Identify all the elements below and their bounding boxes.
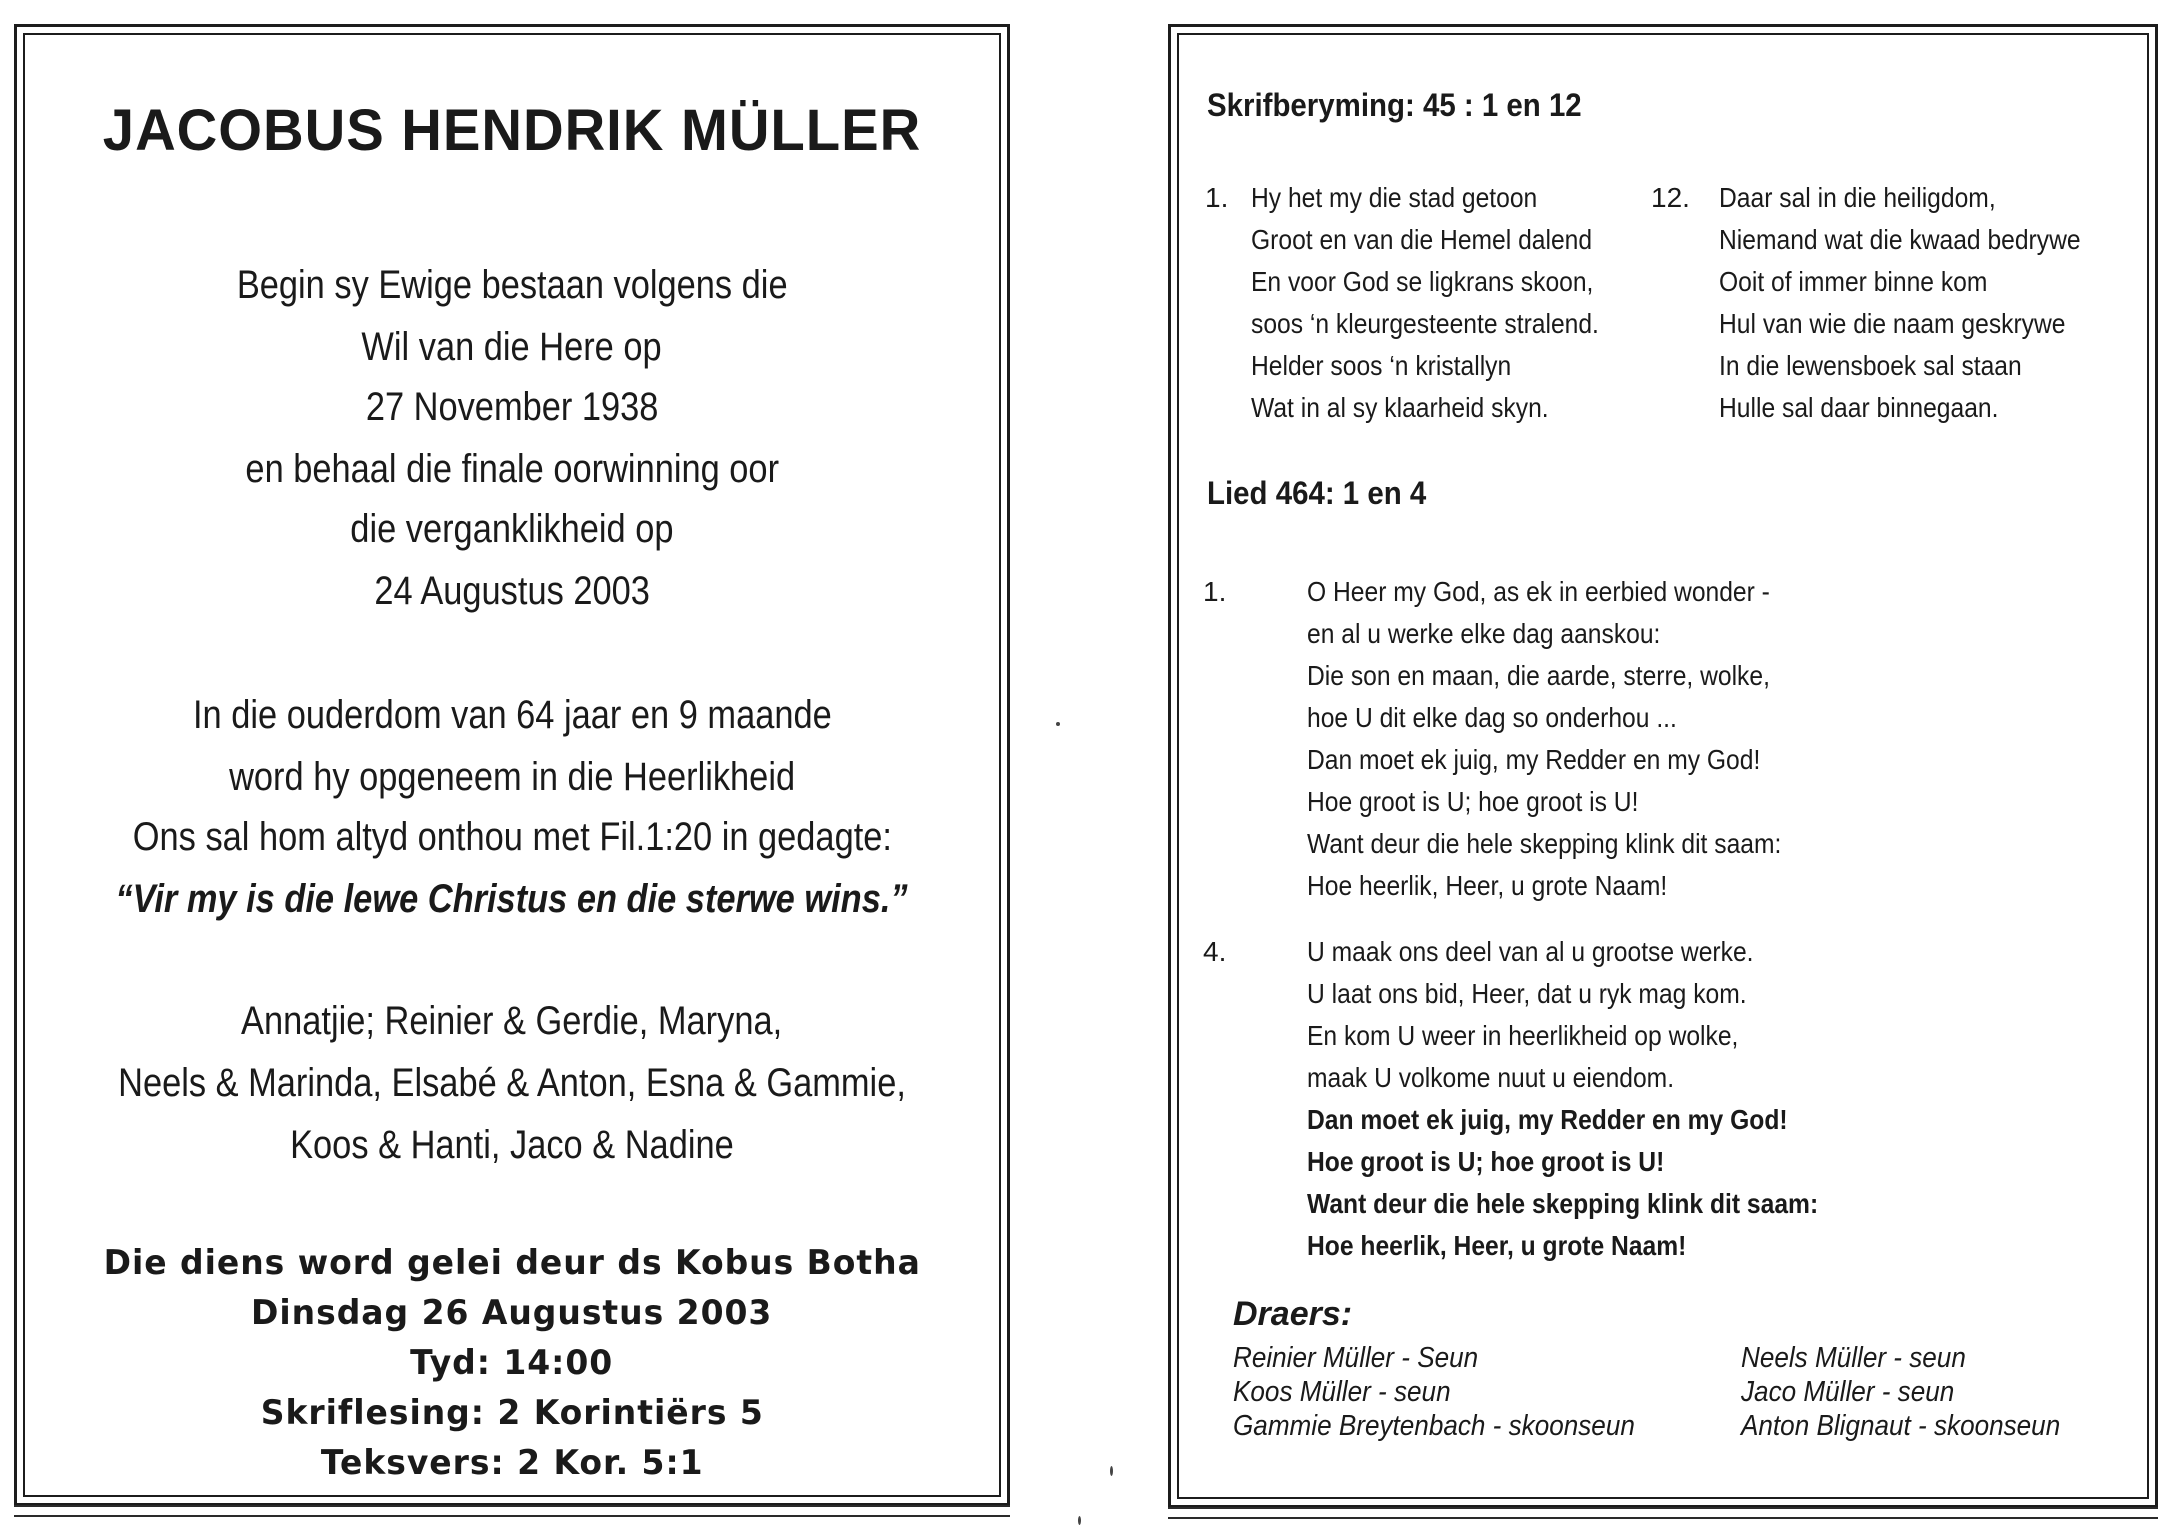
verse-line: In die lewensboek sal staan <box>1719 350 2022 381</box>
verse-line: Hul van wie die naam geskrywe <box>1719 308 2066 339</box>
verse-line: Ooit of immer binne kom <box>1719 266 1988 297</box>
bearer-entry: Neels Müller - seun <box>1741 1342 1966 1374</box>
scripture-quote: “Vir my is die lewe Christus en die sterwe wins.” <box>115 877 909 921</box>
scan-speck <box>1078 1516 1081 1525</box>
intro-line: Begin sy Ewige bestaan volgens die <box>236 263 788 307</box>
verse-line: Wat in al sy klaarheid skyn. <box>1251 392 1549 423</box>
deceased-name: JACOBUS HENDRIK MÜLLER <box>102 98 922 163</box>
family-line: Annatjie; Reinier & Gerdie, Maryna, <box>241 999 783 1043</box>
verse-line: U laat ons bid, Heer, dat u ryk mag kom. <box>1307 978 1747 1009</box>
hymn-chorus <box>1307 1099 1888 1267</box>
verse-number: 1. <box>1205 182 1229 213</box>
verse-line: Want deur die hele skepping klink dit saam: <box>1307 828 1782 859</box>
age-line: In die ouderdom van 64 jaar en 9 maande <box>192 693 832 737</box>
death-date: 24 Augustus 2003 <box>374 569 650 613</box>
intro-line: die verganklikheid op <box>350 507 674 551</box>
age-line: word hy opgeneem in die Heerlikheid <box>228 755 796 799</box>
hymn-heading: Lied 464: 1 en 4 <box>1207 475 1427 511</box>
verse-line: En kom U weer in heerlikheid op wolke, <box>1307 1020 1739 1051</box>
bearer-entry: Anton Blignaut - skoonseun <box>1741 1410 2061 1442</box>
family-line: Neels & Marinda, Elsabé & Anton, Esna & Gammie, <box>118 1061 906 1105</box>
chorus-line: Hoe groot is U; hoe groot is U! <box>1307 1146 1665 1177</box>
service-text-verse: Teksvers: 2 Kor. 5:1 <box>320 1443 704 1483</box>
order-of-service-panel <box>1168 24 2158 1508</box>
bearers-list-right <box>1741 1341 2096 1443</box>
intro-line: en behaal die finale oorwinning oor <box>245 447 779 491</box>
hymn-verse <box>1307 931 1888 1267</box>
funeral-notice-panel <box>14 24 1010 1506</box>
bearers-heading: Draers: <box>1233 1295 1353 1333</box>
chorus-line: Dan moet ek juig, my Redder en my God! <box>1307 1104 1788 1135</box>
verse-line: Hoe heerlik, Heer, u grote Naam! <box>1307 870 1668 901</box>
verse-line: en al u werke elke dag aanskou: <box>1307 618 1661 649</box>
chorus-line: Hoe heerlik, Heer, u grote Naam! <box>1307 1230 1687 1261</box>
family-line: Koos & Hanti, Jaco & Nadine <box>290 1123 734 1167</box>
verse-line: Hoe groot is U; hoe groot is U! <box>1307 786 1639 817</box>
verse-line: maak U volkome nuut u eiendom. <box>1307 1062 1675 1093</box>
verse-line: hoe U dit elke dag so onderhou ... <box>1307 702 1677 733</box>
verse-line: Groot en van die Hemel dalend <box>1251 224 1593 255</box>
bearer-entry: Reinier Müller - Seun <box>1233 1342 1479 1374</box>
chorus-line: Want deur die hele skepping klink dit saam: <box>1307 1188 1819 1219</box>
verse-number: 1. <box>1203 576 1227 607</box>
verse-line: O Heer my God, as ek in eerbied wonder - <box>1307 576 1770 607</box>
service-reading: Skriflesing: 2 Korintiërs 5 <box>260 1393 764 1433</box>
age-line: Ons sal hom altyd onthou met Fil.1:20 in gedagte: <box>132 815 892 859</box>
bearer-entry: Jaco Müller - seun <box>1741 1376 1955 1408</box>
service-officiant: Die diens word gelei deur ds Kobus Botha <box>103 1243 921 1283</box>
service-time: Tyd: 14:00 <box>410 1343 614 1383</box>
hymn-verse <box>1307 571 1846 907</box>
birth-date: 27 November 1938 <box>365 385 659 429</box>
verse-number: 4. <box>1203 936 1227 967</box>
verse-line: Hulle sal daar binnegaan. <box>1719 392 1999 423</box>
verse-number: 12. <box>1651 182 1690 213</box>
verse-line: Die son en maan, die aarde, sterre, wolke, <box>1307 660 1770 691</box>
scan-speck <box>1056 722 1060 726</box>
bearer-entry: Gammie Breytenbach - skoonseun <box>1233 1410 1635 1442</box>
bearer-entry: Koos Müller - seun <box>1233 1376 1451 1408</box>
verse-line: soos ‘n kleurgesteente stralend. <box>1251 308 1599 339</box>
verse-line: Niemand wat die kwaad bedrywe <box>1719 224 2081 255</box>
verse-line: Hy het my die stad getoon <box>1251 182 1538 213</box>
scan-speck <box>1110 1466 1113 1476</box>
bearers-list-left <box>1233 1341 1680 1443</box>
verse-line: Dan moet ek juig, my Redder en my God! <box>1307 744 1761 775</box>
verse-line: Helder soos ‘n kristallyn <box>1251 350 1512 381</box>
intro-line: Wil van die Here op <box>361 325 663 369</box>
service-date: Dinsdag 26 Augustus 2003 <box>251 1293 773 1333</box>
verse-line: En voor God se ligkrans skoon, <box>1251 266 1594 297</box>
scripture-verse <box>1719 177 2130 429</box>
verse-line: Daar sal in die heiligdom, <box>1719 182 1996 213</box>
scripture-verse <box>1251 177 1646 429</box>
verse-line: U maak ons deel van al u grootse werke. <box>1307 936 1754 967</box>
scripture-heading: Skrifberyming: 45 : 1 en 12 <box>1207 87 1582 123</box>
